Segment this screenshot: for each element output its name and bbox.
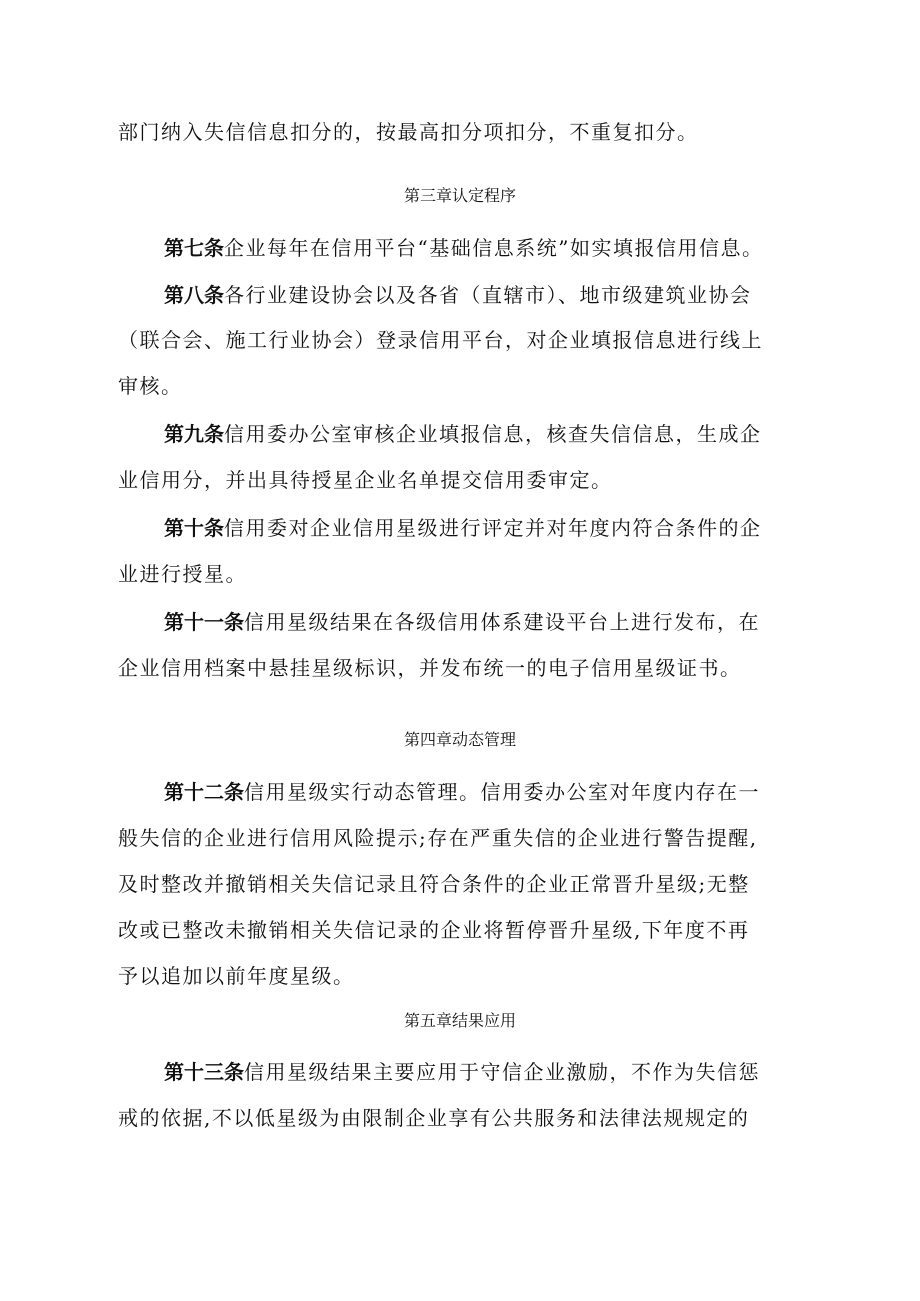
paragraph-line: 般失信的企业进行信用风险提示;存在严重失信的企业进行警告提醒,	[118, 826, 758, 850]
paragraph-line: 业信用分，并出具待授星企业名单提交信用委审定。	[118, 468, 613, 492]
chapter-heading-3: 第三章认定程序	[403, 186, 516, 205]
article-label: 第十三条	[164, 1060, 244, 1084]
article-text: 信用委对企业信用星级进行评定并对年度内符合条件的企	[224, 516, 762, 540]
article-label: 第十条	[164, 516, 224, 540]
paragraph-line: 部门纳入失信信息扣分的，按最高扣分项扣分，不重复扣分。	[118, 120, 699, 144]
paragraph-line: 企业信用档案中悬挂星级标识，并发布统一的电子信用星级证书。	[118, 656, 742, 680]
article-label: 第十二条	[164, 780, 244, 804]
paragraph-line: 及时整改并撤销相关失信记录且符合条件的企业正常晋升星级;无整	[118, 872, 750, 896]
article-10	[164, 514, 824, 542]
article-12	[164, 778, 824, 806]
article-13	[164, 1058, 824, 1086]
article-8	[164, 281, 824, 309]
paragraph-line: 审核。	[118, 374, 183, 398]
article-label: 第九条	[164, 422, 224, 446]
article-label: 第七条	[164, 236, 224, 260]
article-label: 第八条	[164, 283, 224, 307]
article-7	[164, 234, 824, 262]
article-text: 企业每年在信用平台“基础信息系统”如实填报信用信息。	[224, 236, 764, 260]
article-text: 各行业建设协会以及各省（直辖市）、地市级建筑业协会	[224, 283, 752, 307]
article-text: 信用委办公室审核企业填报信息，核查失信信息，生成企	[224, 422, 762, 446]
paragraph-line: 改或已整改未撤销相关失信记录的企业将暂停晋升星级,下年度不再	[118, 918, 750, 942]
article-11	[164, 608, 824, 636]
chapter-heading-4: 第四章动态管理	[403, 730, 516, 749]
chapter-heading-5: 第五章结果应用	[403, 1011, 516, 1030]
article-text: 信用星级结果主要应用于守信企业激励，不作为失信惩	[244, 1060, 760, 1084]
paragraph-line: 予以追加以前年度星级。	[118, 964, 355, 988]
paragraph-line: 戒的依据,不以低星级为由限制企业享有公共服务和法律法规规定的	[118, 1106, 750, 1130]
paragraph-line: （联合会、施工行业协会）登录信用平台，对企业填报信息进行线上	[118, 328, 763, 352]
article-text: 信用星级实行动态管理。信用委办公室对年度内存在一	[244, 780, 760, 804]
article-text: 信用星级结果在各级信用体系建设平台上进行发布，在	[244, 610, 760, 634]
article-label: 第十一条	[164, 610, 244, 634]
paragraph-line: 业进行授星。	[118, 562, 247, 586]
article-9	[164, 420, 824, 448]
